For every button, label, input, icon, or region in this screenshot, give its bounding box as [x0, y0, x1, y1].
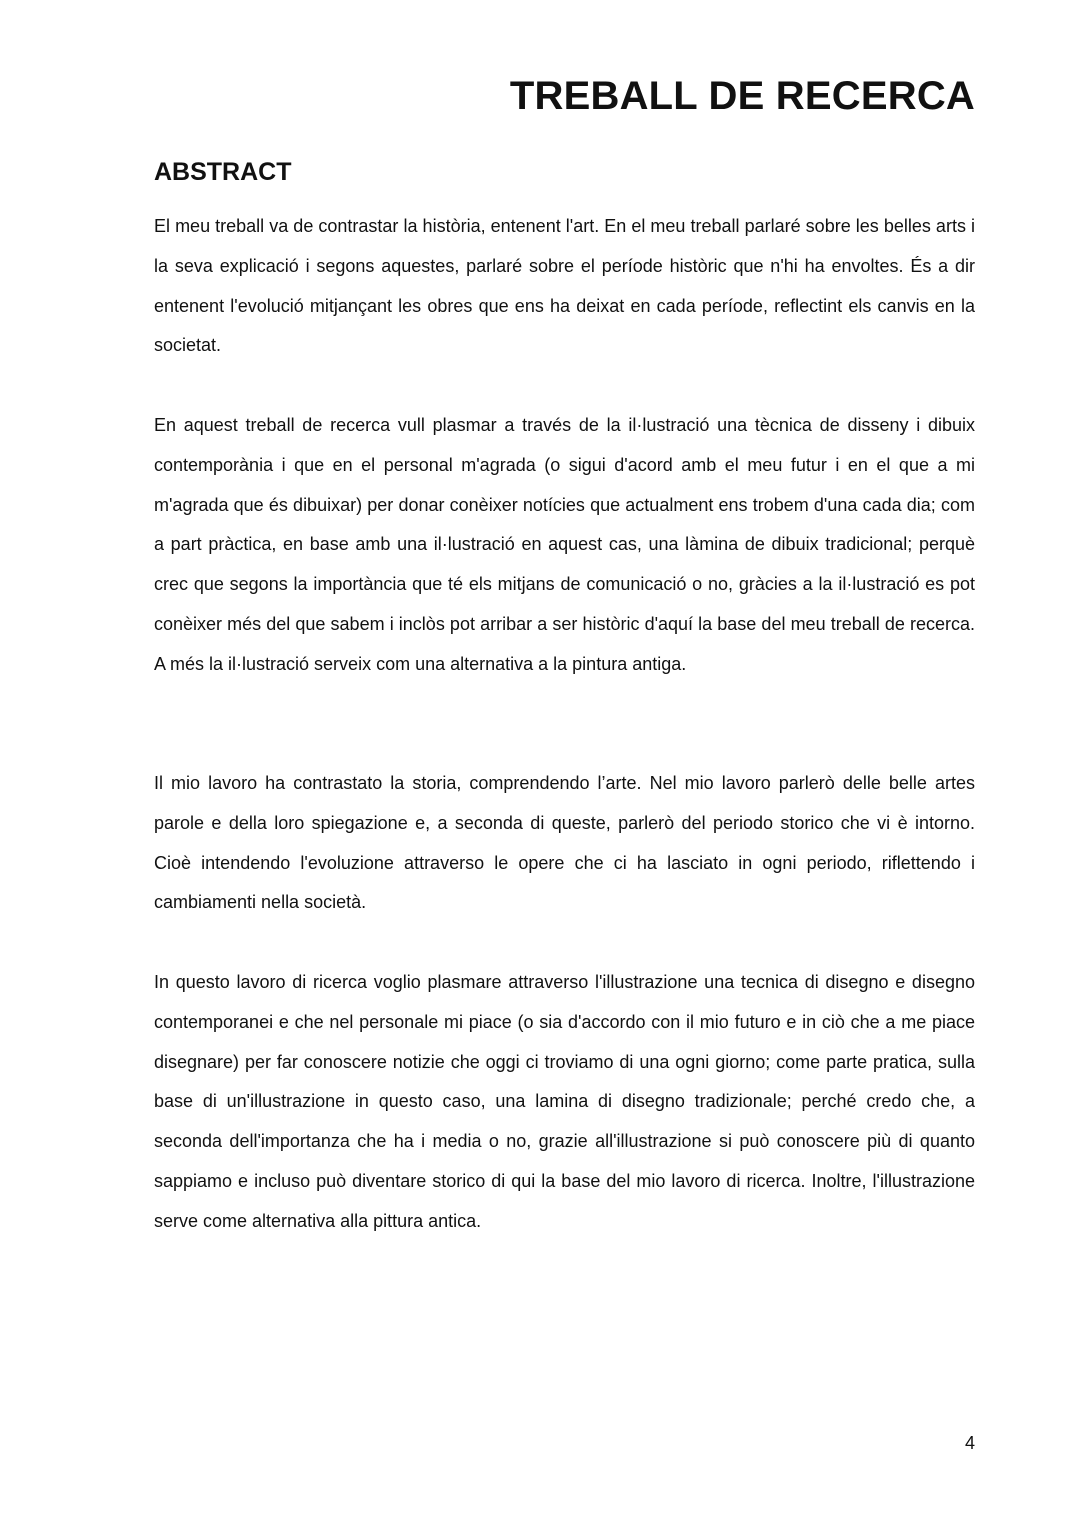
paragraph-catalan-1: El meu treball va de contrastar la història, entenent l'art. En el meu treball parlaré sobre les belles arts i la seva explicació i segons aquestes, parlaré sobre el període històric que n'hi ha envoltes. És a dir entenent l'evolució mitjançant les obres que ens ha deixat en cada període, reflectint els canvis en la societat. — [154, 216, 975, 356]
abstract-heading: ABSTRACT — [154, 158, 292, 186]
document-title: TREBALL DE RECERCA — [509, 74, 975, 118]
paragraph-italian-2: In questo lavoro di ricerca voglio plasmare attraverso l'illustrazione una tecnica di disegno e disegno contemporanei e che nel personale mi piace (o sia d'accordo con il mio futuro e in ciò che a me piace disegnare) per far conoscere notizie che oggi ci troviamo di una ogni giorno; come parte pratica, sulla base di un'illustrazione in questo caso, una lamina di disegno tradizionale; perché credo che, a seconda dell'importanza che ha i media o no, grazie all'illustrazione si può conoscere più di quanto sappiamo e incluso può diventare storico di qui la base del mio lavoro di ricerca. Inoltre, l'illustrazione serve come alternativa alla pittura antica. — [154, 972, 975, 1231]
paragraph-italian-1: Il mio lavoro ha contrastato la storia, comprendendo l’arte. Nel mio lavoro parlerò delle belle artes parole e della loro spiegazione e, a seconda di queste, parlerò del periodo storico che vi è intorno. Cioè intendendo l'evoluzione attraverso le opere che ci ha lasciato in ogni periodo, riflettendo i cambiamenti nella società. — [154, 773, 975, 913]
page-number: 4 — [964, 1433, 975, 1453]
paragraph-catalan-2: En aquest treball de recerca vull plasmar a través de la il·lustració una tècnica de disseny i dibuix contemporània i que en el personal m'agrada (o sigui d'acord amb el meu futur i en el que a mi m'agrada que és dibuixar) per donar conèixer notícies que actualment ens trobem d'una cada dia; com a part pràctica, en base amb una il·lustració en aquest cas, una làmina de dibuix tradicional; perquè crec que segons la importància que té els mitjans de comunicació o no, gràcies a la il·lustració es pot conèixer més del que sabem i inclòs pot arribar a ser històric d'aquí la base del meu treball de recerca. A més la il·lustració serveix com una alternativa a la pintura antiga. — [154, 415, 975, 674]
